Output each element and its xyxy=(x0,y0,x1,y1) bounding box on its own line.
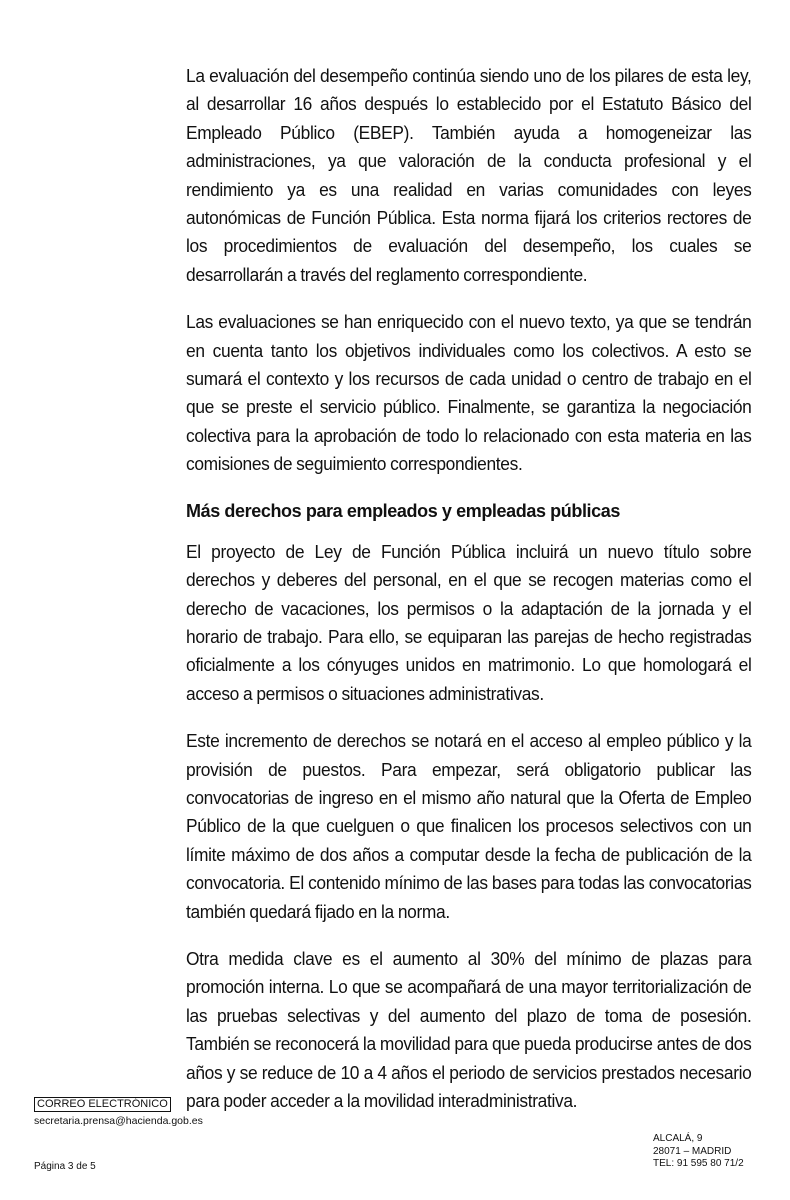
email-address: secretaria.prensa@hacienda.gob.es xyxy=(34,1115,203,1127)
section-heading: Más derechos para empleados y empleadas públicas xyxy=(186,500,620,521)
footer-contact xyxy=(34,1097,203,1128)
document-body xyxy=(186,62,752,1134)
paragraph-evaluations-enriched: Las evaluaciones se han enriquecido con el nuevo texto, ya que se tendrán en cuenta tanto los objetivos individuales como los colectivos. A esto se sumará el contexto y los recursos de cada unidad o centro de trabajo en el que se preste el servicio público. Finalmente, se garantiza la negociación colectiva para la aprobación de todo lo relacionado con esta materia en las comisiones de seguimiento correspondientes. xyxy=(186,312,752,475)
address-street: ALCALÁ, 9 xyxy=(653,1133,703,1144)
address-city: 28071 – MADRID xyxy=(653,1145,732,1157)
email-label: CORREO ELECTRÓNICO xyxy=(34,1097,171,1112)
page-number: Página 3 de 5 xyxy=(34,1161,96,1172)
footer-address xyxy=(653,1133,744,1171)
paragraph-evaluation: La evaluación del desempeño continúa siendo uno de los pilares de esta ley, al desarrollar 16 años después lo establecido por el Estatuto Básico del Empleado Público (EBEP). También ayuda a homogeneizar las administraciones, ya que valoración de la conducta profesional y el rendimiento ya es una realidad en varias comunidades con leyes autonómicas de Función Pública. Esta norma fijará los criterios rectores de los procedimientos de evaluación del desempeño, los cuales se desarrollarán a través del reglamento correspondiente. xyxy=(186,66,752,285)
paragraph-access-employment: Este incremento de derechos se notará en el acceso al empleo público y la provisión de puestos. Para empezar, será obligatorio publicar las convocatorias de ingreso en el mismo año natural que la Oferta de Empleo Público de la que cuelguen o que finalicen los procesos selectivos con un límite máximo de dos años a computar desde la fecha de publicación de la convocatoria. El contenido mínimo de las bases para todas las convocatorias también quedará fijado en la norma. xyxy=(186,731,752,922)
paragraph-rights-title: El proyecto de Ley de Función Pública incluirá un nuevo título sobre derechos y deberes del personal, en el que se recogen materias como el derecho de vacaciones, los permisos o la adaptación de la jornada y el horario de trabajo. Para ello, se equiparan las parejas de hecho registradas oficialmente a los cónyuges unidos en matrimonio. Lo que homologará el acceso a permisos o situaciones administrativas. xyxy=(186,541,752,704)
phone-number: TEL: 91 595 80 71/2 xyxy=(653,1158,744,1169)
paragraph-internal-promotion: Otra medida clave es el aumento al 30% del mínimo de plazas para promoción interna. Lo que se acompañará de una mayor territorialización de las pruebas selectivas y del aumento del plazo de toma de posesión. También se reconocerá la movilidad para que pueda producirse antes de dos años y se reduce de 10 a 4 años el periodo de servicios prestados necesario para poder acceder a la movilidad interadministrativa. xyxy=(186,948,752,1111)
